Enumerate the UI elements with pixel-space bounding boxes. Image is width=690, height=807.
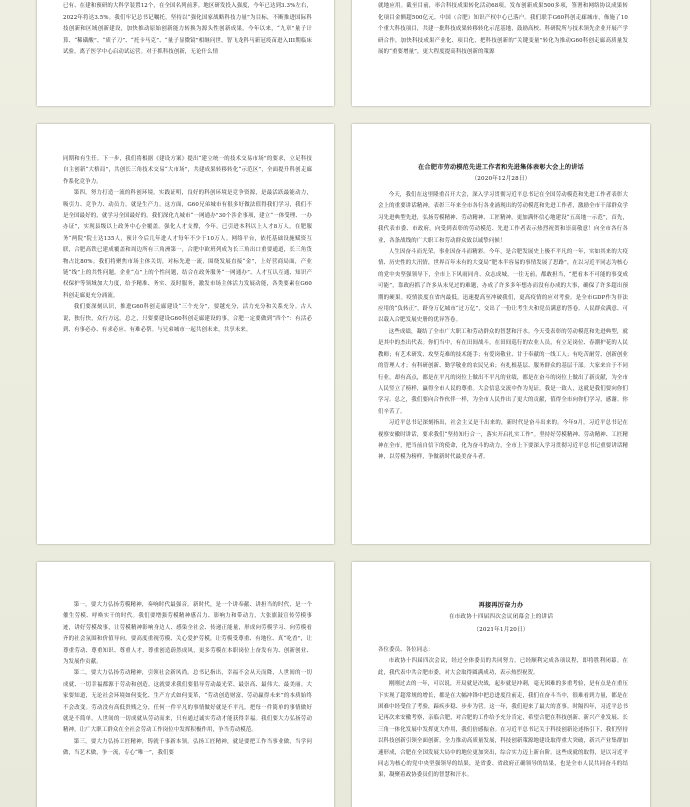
paragraph: 市政协十四届四次会议，经过全体委员的共同努力，已经顺利完成各项议程，即将胜利闭幕。在此，我代表中共合肥市委，对大会取得圆满成功，表示热烈祝贺。 xyxy=(378,658,628,676)
paragraph: 今天，我们在这里隆重召开大会，深入学习贯彻习近平总书记在全国劳动模范和先进工作者表彰大会上的重要讲话精神，表彰三年来全市各行各业涌现出的劳动模范和先进工作者，激励全市干部群众学习先进典型先进，弘扬劳模精神、劳动精神、工匠精神，更加满怀信心地建设“五高地一示范”，首先，我代表市委、市政府，向受到表彰的劳动模范、先进工作者表示热烈祝贺和崇高敬意！向全市各行各业、各条战线的广大职工和劳动群众致以诚挚问候！ xyxy=(378,192,628,244)
speech-subtitle: 在市政协十四届四次会议闭幕会上的讲话 xyxy=(448,614,554,620)
page-middle-right xyxy=(352,124,650,544)
paragraph: 已有、在建和预研的大科学装置12个，在全国名列前茅。地区研发投入强度，今年已达到3.3%左右，2022年将达3.5%。我们牢记总书记嘱托，坚持以“强化国家战略科技力量”为目标，不断推进国际科技创新和区域创新建设，加快推动原始创新能力转换为源头性创新成果。今年以来，“九章”量子计算、“稀磺酸”、“质子刀”、“托卡马克”、“量子显微镜”相继问世，智飞龙科马新冠疫苗进入III期临床试验，离子医学中心启动试运营。对于抓科技创新，无论什么情 xyxy=(63,3,312,56)
paragraph: 习近平总书记深刻指出，社会主义是干出来的，新时代是奋斗出来的。今年9月，习近平总书记在视察安徽时讲话，要求我们“坚持知行合一，落实开启扎实工作”。坚持好劳模精神、劳动精神、工匠精神在全市，把当前自信下的使命，化为奋斗的动力，全市上下要深入学习贯彻习近平总书记重要讲话精神，以劳模为榜样，争做新时代最美奋斗者。 xyxy=(378,420,628,461)
speech-title: 再接再厉奋力办 xyxy=(478,602,524,609)
page-top-right xyxy=(352,0,650,106)
paragraph: 刚刚过去的一年，可以说，开局就是决战，起步就是冲刺，毫无困难的多重考验，是有点是在重压下实现了超常规的增长，都是在大幅冲锋中把总进度往前走，我们在奋斗当中，很难看到力量，都是在困难中经受住了考验，蹄疾步稳、步步为营。这一年，我们迎来了最大的喜事。时隔四年，习近平总书记再次来安徽考察，亲临合肥，对合肥的工作给予充分肯定，希望合肥在科技创新、新兴产业发展、长三角一体化发展中发挥更大作用，我们倍感振奋。在习近平总书记关于科技创新论述指引下，我们坚持以科技创新引领全面创新，全力推动高质量发展，科技创新策源地建设取得重大突破，新兴产业集群加速形成，合肥在全国发展大局中的地位更加突出，综合实力迈上新台阶。这些成就的取得，是以习近平同志为核心的党中央坚强领导的结果，是省委、省政府正确领导的结果，也是全市人民共同奋斗的结果，凝聚着政协委员们的智慧和汗水。 xyxy=(378,681,628,779)
paragraph: 我们要深刻认识，推进G60科创走廊建设“三个充分”，要越充分，活力充分和关系充分。古人说，独行快，众行方远。总之，只要要建设G60科创走廊建设的事，合肥一定要做到“四个”：有活必到、有事必办、有求必应、有难必帮。与兄弟城市一起共创未来，共享未来。 xyxy=(63,304,312,334)
speech-title: 在合肥市劳动模范先进工作者和先进集体表彰大会上的讲话 xyxy=(417,164,585,171)
paragraph: 第一，要大力弘扬劳模精神，奏响时代最强音。新时代，是一个讲奉献、讲担当的时代，是一个催生劳模、呼唤实干的时代。我们要增强劳模精神感召力、影响力和带动力，大张旗鼓宣传劳模事迹，讲好劳模故事，让劳模精神影响身边人、感染全社会、传递正能量，形成向劳模学习、向劳模看齐的社会氛围和价值导向。要高度重视劳模、关心爱护劳模，让劳模受尊重、有地位、真“吃香”，让尊重劳动、尊重知识、尊重人才、尊重创造蔚然成风，更多劳模在本职岗位上奋发有为、创新创业、为发展作贡献。 xyxy=(63,602,312,666)
page-top-left xyxy=(37,0,334,106)
paragraph: 这些成绩，凝结了全市广大职工和劳动群众的智慧和汗水。今天受表彰的劳动模范和先进典型，就是其中的杰出代表。你们当中，有在田间战斗，在田间巡行的农业人员，有立足岗位、春潮护花的人民教师；有艺术研发、攻坚克难的技术能手；有爱岗敬业、甘于奉献的一线工人；有吃苦耐劳、创新创业的管理人才；有科研创新、勤学敬业的农民兄弟；有扎根基层、服务群众的基层干部。大家来自于不同行业，却有高点，都是在平凡的岗位上做出不平凡的业绩，都是在奋斗的岗位上做出了新贡献，为全市人民竖立了榜样，赢得全市人民的尊重。大会信息交流中作为见证，我是一致人，这就是我们要向你们学习。总之，我们要向合作伙伴一样，为全市人民作出了更大的贡献，值得全市向你们学习，感谢。你们辛苦了。 xyxy=(378,328,628,415)
speech-date: （2020年12月28日） xyxy=(471,176,531,182)
page-bottom-left xyxy=(37,562,334,807)
page-middle-left xyxy=(37,124,334,544)
paragraph: 同期和有生任。下一步，我们将根据《建设方案》提出“建立统一的技术交易市场”的要求，立足科技自主创新“大格局”，共创长三角技术交易“大市场”，共建成果转移转化“示范区”，全面提升科创走廊作系化竞争力。 xyxy=(63,156,312,185)
page-text xyxy=(378,190,628,464)
paragraph: 第四，努力打造一流的科创环境。实践证明，良好的科创环境是竞争资源，是最活跃最能动力，吸引力、竞争力、动员力，就是生产力。这方面，G60兄弟城市有很多好做法值得我们学习，我们不是全国最好的，就学习全国最好的。我们深化九城市“一网通办”30个涉企事项，建立“一体受理、一办办证”，实现县级以上政务中心全覆盖。强化人才支撑，今年，已引进本科以上人才8万人，在肥服务“两院”院士达135人，预计今后几年进人才每年不少于10万人。网络平台，依托基础设施赋资互联，合肥高铁已建成覆盖和周边所有三角洲第一，合肥中欧班列成为长三角出口重要通道，长三角货物占比80%。我们将聚焦市场主体关切，对标先进一流，围绕发展直接“金”，上好营商局面，产业链“线”上的共性问题，企业“点”上的个性问题，结合在政务服务“一网通办”、人才互认互通、知识产权保护等领域加大力度，给予精准、务实、及时服务，激发市场主体活力发展动能，各类要素在G60科创走廊更充分涌流。 xyxy=(63,190,312,299)
paragraph: 第二，要大力弘扬劳动精神，引领社会新风尚。总书记指出，幸福不会从天而降，人世间的一切成就、一切幸福都源于劳动和创造。这就要求我们要倡导劳动最光荣、最崇高、最伟大、最美丽。大家要知道，无论社会环境如何变化、生产方式如何变革，“劳动创造财富、劳动赢得未来”的本质始终不会改变。劳动没有高低贵贱之分，任何一件平凡的事情做好就是不平凡。把每一件简单的事情做好就是不简单。人世间的一切成就从劳动而来，只有通过诚实劳动才能获得幸福。我们要大力弘扬劳动精神，让广大职工群众在全社会劳动工作岗位中发挥积极作用，争当劳动模范。 xyxy=(63,670,312,734)
page-text xyxy=(378,645,628,782)
page-bottom-right xyxy=(352,562,650,807)
paragraph: 就地应用。截至目前，率合科技成果转化活动68项，发布创新成果500多项，签署和网络协议成果转化项目金额超500亿元。中国（合肥）知识产权中心已落户。我们联手G60科创走廊城市，佈施了10个重大科技项目，共建一批科技成果转移转化示范基地，鼓励高校、科研院所与技术领先企业开展产学研合作，加快科技成果产业化、项目化，把科技创新的“关键变量”转化为推动G60科创走廊高质量发展的“重要增量”，更大程度提高科技创新的策源 xyxy=(378,3,628,56)
page-text xyxy=(63,0,312,58)
page-text xyxy=(63,154,312,337)
paragraph: 第三，要大力弘扬工匠精神，铸就千事新本领。弘扬工匠精神，就是要把工作当事业做，当学问做，当艺术做，争一流，专心“唯一”，我们要 xyxy=(63,738,312,757)
paragraph: 人生因奋斗而光荣，事业因奋斗而精彩。今年，是合肥发展史上极不平凡的一年，实如其来的大疫情、历史性的大汛情，世界百年未有的大变局“肥本半容易的事情发展了思路”，在以习近平同志为核心的党中央坚强领导下，全市上下风雨同舟、众志成城，一往无前，都敢担当，“把看本不可能的事变成可能”，靠政府抓了许多从未见过的难题，办成了许多多年想办而没有办成的大事，确保了许多超出预期的硬果。疫情淡度在省内最低，迅速提高至冲破我们，更高疫情的应对考验。是全市GDP作为非法应用的“负转正”，跻身万亿城市“过万亿”，交出了一份让考生夫和党员满意的答卷，人民群众满意、可以载入合肥发展史册的优异答卷。 xyxy=(378,249,628,324)
salutation: 各位委员、各位同志： xyxy=(378,647,434,653)
page-text xyxy=(378,0,628,58)
speech-date: （2021年1月20日） xyxy=(473,627,529,633)
page-text xyxy=(63,600,312,760)
